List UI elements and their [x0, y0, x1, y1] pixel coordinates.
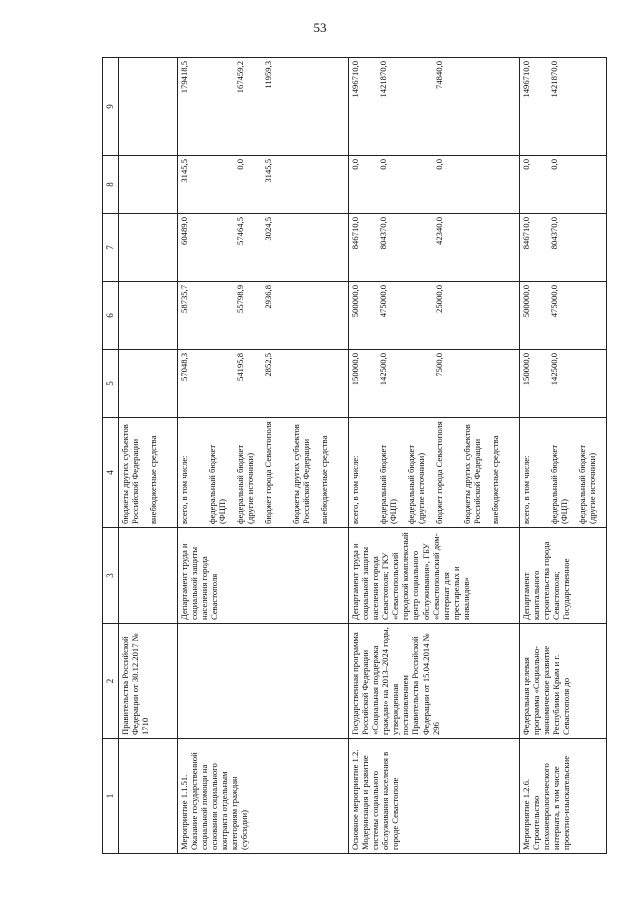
funding-source: всего, в том числе:: [178, 455, 189, 524]
responsible-executor: Департамент труда и социальной защиты населения города Севастополя; ГКУ «Севастопольский городской комплексный центр социального обслуживания», ГБУ «Севастопольский дом-интернат для престарелых и инвалидов»: [348, 528, 519, 624]
amount-column-8: [348, 156, 519, 214]
amount-value: [291, 353, 319, 414]
amount-value: [406, 285, 434, 346]
amount-value: 0,0: [520, 159, 531, 170]
amount-value: 475000,0: [377, 285, 388, 318]
column-number: 3: [103, 528, 119, 624]
column-number: 8: [103, 156, 119, 214]
amount-value: 2852,5: [262, 353, 273, 377]
funding-source-cell: [177, 418, 348, 528]
amount-value: 60489,0: [178, 217, 189, 245]
amount-value: 55798,9: [234, 285, 245, 313]
amount-value: 74840,0: [433, 61, 444, 89]
legal-basis: Федеральная целевая программа «Социально-экономическое развитие Республики Крым и г. Севастополя до: [519, 624, 606, 739]
amount-value: 150000,0: [520, 353, 531, 386]
column-number: 6: [103, 282, 119, 350]
amount-column-9: [519, 58, 606, 156]
amount-value: [577, 285, 605, 346]
amount-column-8: [177, 156, 348, 214]
amount-value: [148, 159, 176, 210]
amount-value: [490, 285, 518, 346]
budget-table: [102, 57, 607, 854]
amount-value: [577, 217, 605, 278]
column-number: 4: [103, 418, 119, 528]
amount-value: [207, 159, 235, 210]
amount-value: [490, 159, 518, 210]
funding-source: федеральный бюджет (другие источники): [405, 444, 426, 524]
amount-value: 0,0: [548, 159, 559, 170]
amount-value: [319, 159, 347, 210]
amount-value: 846710,0: [349, 217, 360, 250]
responsible-executor: Департамент труда и социальной защиты населения города Севастополя: [177, 528, 348, 624]
amount-column-7: [348, 214, 519, 282]
funding-source: федеральный бюджет (ФЦП): [206, 444, 227, 524]
amount-value: [462, 285, 490, 346]
amount-value: [120, 353, 148, 414]
amount-value: 167459,2: [234, 61, 245, 94]
funding-source: федеральный бюджет (ФЦП): [377, 444, 398, 524]
funding-source: бюджеты других субъектов Российской Федерации: [461, 424, 482, 524]
amount-value: [490, 353, 518, 414]
amount-value: [577, 61, 605, 152]
amount-value: [148, 61, 176, 152]
amount-value: 0,0: [234, 159, 245, 170]
amount-value: 3145,5: [178, 159, 189, 183]
rotated-table-container: [102, 58, 597, 854]
amount-value: 25000,0: [433, 285, 444, 313]
amount-value: [577, 159, 605, 210]
amount-value: [406, 217, 434, 278]
amount-value: 0,0: [433, 159, 444, 170]
amount-column-6: [519, 282, 606, 350]
page-number: 53: [313, 20, 327, 35]
column-number-row: [103, 58, 119, 854]
amount-column-9: [348, 58, 519, 156]
column-number: 9: [103, 58, 119, 156]
activity-name: Основное мероприятие 1.2. Модернизация и развитие системы социального обслуживания населения в городе Севастополе: [348, 739, 519, 854]
column-number: 7: [103, 214, 119, 282]
amount-value: [148, 217, 176, 278]
amount-value: [462, 159, 490, 210]
activity-name: Мероприятие 1.1.51. Оказание государственной социальной помощи на основании социального контракта отдельным категориям граждан (субсидии): [177, 739, 348, 854]
amount-value: [406, 159, 434, 210]
amount-value: 0,0: [377, 159, 388, 170]
amount-value: [406, 353, 434, 414]
funding-source: бюджеты других субъектов Российской Федерации: [290, 424, 311, 524]
amount-value: 57048,3: [178, 353, 189, 381]
legal-basis: Государственная программа Российской Федерации «Социальная поддержка граждан» на 2013–2024 годы, утвержденная постановлением Правительства Российской Федерации от 15.04.2014 № 296: [348, 624, 519, 739]
funding-source: внебюджетные средства: [318, 435, 329, 524]
amount-column-6: [118, 282, 177, 350]
amount-value: 54195,8: [234, 353, 245, 381]
amount-value: 3145,5: [262, 159, 273, 183]
responsible-executor: [118, 528, 177, 624]
activity-name: Мероприятие 1.2.6. Строительство психоневрологического интерната, в том числе проектно-изыскательские: [519, 739, 606, 854]
amount-value: 500000,0: [520, 285, 531, 318]
amount-value: [319, 285, 347, 346]
amount-column-9: [177, 58, 348, 156]
funding-source: бюджеты других субъектов Российской Федерации: [119, 424, 140, 524]
amount-value: 475000,0: [548, 285, 559, 318]
table-row: [348, 58, 519, 854]
amount-value: 804370,0: [377, 217, 388, 250]
amount-value: [148, 353, 176, 414]
amount-value: 1421870,0: [548, 61, 559, 98]
amount-value: [291, 217, 319, 278]
amount-column-6: [177, 282, 348, 350]
legal-basis: Правительства Российской Федерации от 30.12.2017 № 1710: [118, 624, 177, 739]
amount-value: [490, 217, 518, 278]
amount-value: [462, 61, 490, 152]
funding-source-cell: [348, 418, 519, 528]
amount-value: 2936,8: [262, 285, 273, 309]
column-number: 2: [103, 624, 119, 739]
funding-source: всего, в том числе:: [520, 455, 531, 524]
amount-value: [406, 61, 434, 152]
amount-value: [291, 61, 319, 152]
table-row: [177, 58, 348, 854]
amount-value: [207, 217, 235, 278]
amount-value: [462, 217, 490, 278]
column-number: 5: [103, 350, 119, 418]
amount-value: [207, 353, 235, 414]
amount-column-5: [348, 350, 519, 418]
amount-value: 142500,0: [377, 353, 388, 386]
amount-column-8: [519, 156, 606, 214]
amount-value: 58735,7: [178, 285, 189, 313]
amount-column-5: [177, 350, 348, 418]
amount-value: [120, 159, 148, 210]
table-row: [118, 58, 177, 854]
amount-column-8: [118, 156, 177, 214]
amount-value: [462, 353, 490, 414]
amount-value: [207, 61, 235, 152]
amount-value: 1496710,0: [520, 61, 531, 98]
amount-value: [120, 61, 148, 152]
amount-column-7: [519, 214, 606, 282]
amount-value: [120, 217, 148, 278]
amount-column-5: [118, 350, 177, 418]
amount-value: 1421870,0: [377, 61, 388, 98]
funding-source: федеральный бюджет (другие источники): [576, 444, 597, 524]
amount-value: [319, 61, 347, 152]
amount-value: 11959,3: [262, 61, 273, 89]
funding-source: бюджет города Севастополя: [262, 421, 273, 524]
amount-value: 57464,5: [234, 217, 245, 245]
amount-value: 846710,0: [520, 217, 531, 250]
amount-column-5: [519, 350, 606, 418]
amount-value: 0,0: [349, 159, 360, 170]
amount-value: 150000,0: [349, 353, 360, 386]
funding-source: бюджет города Севастополя: [433, 421, 444, 524]
amount-value: [319, 217, 347, 278]
funding-source-cell: [519, 418, 606, 528]
amount-column-7: [118, 214, 177, 282]
column-number: 1: [103, 739, 119, 854]
amount-value: [207, 285, 235, 346]
funding-source: всего, в том числе:: [349, 455, 360, 524]
funding-source: федеральный бюджет (ФЦП): [548, 444, 569, 524]
amount-value: [490, 61, 518, 152]
funding-source: федеральный бюджет (другие источники): [234, 444, 255, 524]
funding-source-cell: [118, 418, 177, 528]
amount-column-9: [118, 58, 177, 156]
amount-value: 1496710,0: [349, 61, 360, 98]
amount-value: 3024,5: [262, 217, 273, 241]
legal-basis: [177, 624, 348, 739]
amount-value: 179418,5: [178, 61, 189, 94]
amount-value: 7500,0: [433, 353, 444, 377]
amount-value: 142500,0: [548, 353, 559, 386]
activity-name: [118, 739, 177, 854]
amount-value: [291, 159, 319, 210]
amount-value: [319, 353, 347, 414]
amount-value: [120, 285, 148, 346]
amount-value: 500000,0: [349, 285, 360, 318]
amount-column-6: [348, 282, 519, 350]
amount-column-7: [177, 214, 348, 282]
amount-value: [148, 285, 176, 346]
table-row: [519, 58, 606, 854]
amount-value: 42340,0: [433, 217, 444, 245]
funding-source: внебюджетные средства: [147, 435, 158, 524]
amount-value: 804370,0: [548, 217, 559, 250]
responsible-executor: Департамент капитального строительства города Севастополя; Государственное: [519, 528, 606, 624]
funding-source: внебюджетные средства: [489, 435, 500, 524]
amount-value: [291, 285, 319, 346]
amount-value: [577, 353, 605, 414]
